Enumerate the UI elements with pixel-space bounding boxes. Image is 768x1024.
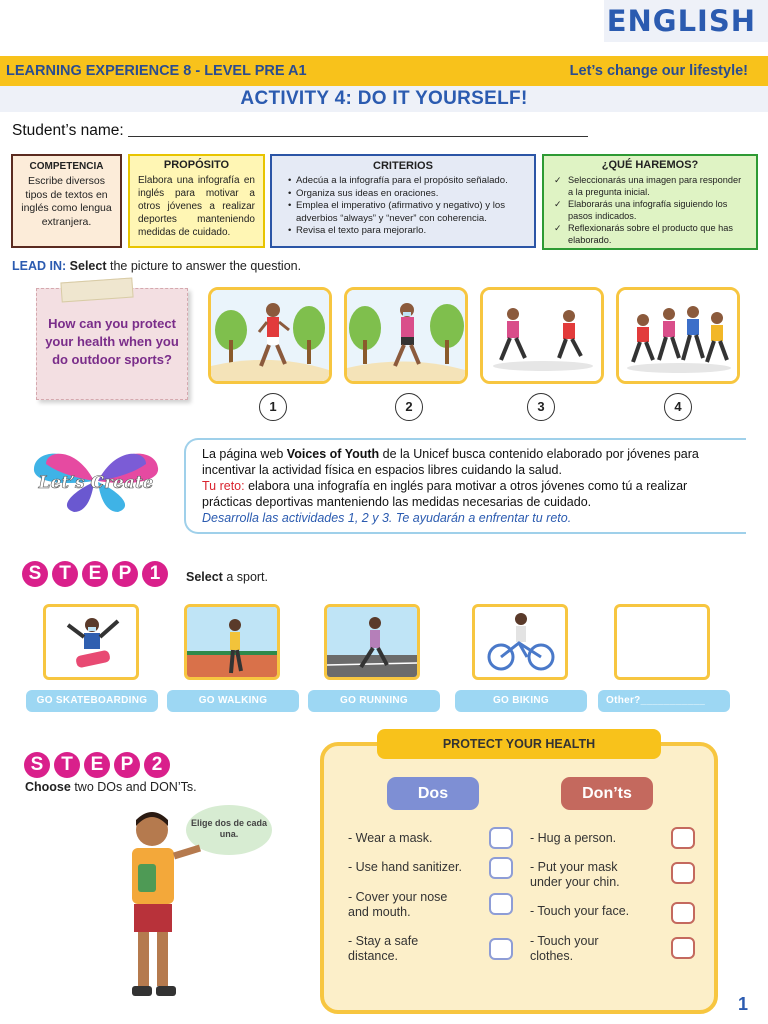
sport-label-running[interactable]: GO RUNNING [308, 690, 440, 712]
picture-number-1: 1 [259, 393, 287, 421]
step-letter: P [114, 752, 140, 778]
tape-decoration [60, 278, 133, 303]
voices-of-youth-panel [184, 438, 746, 534]
activity-title: ACTIVITY 4: DO IT YOURSELF! [240, 88, 528, 109]
step-2-heading [24, 752, 170, 778]
step-letter: E [84, 752, 110, 778]
dont-item: - Put your mask under your chin. [530, 860, 620, 889]
step-letter: T [52, 561, 78, 587]
question-text: How can you protect your health when you do outdoor sports? [45, 316, 179, 367]
voices-text [202, 446, 732, 526]
que-haremos-item: ✓ Reflexionarás sobre el producto que has elaborado. [552, 222, 748, 246]
dont-item: - Hug a person. [530, 831, 617, 845]
dont-item: - Touch your clothes. [530, 934, 599, 963]
dos-badge: Dos [387, 777, 479, 810]
voices-site: Voices of Youth [286, 447, 380, 461]
criterios-box [270, 154, 536, 248]
sport-image-biking[interactable] [472, 604, 568, 680]
criterio-item: • Emplea el imperativo (afirmativo y negativo) y los adverbios “always” y “never” con coherencia. [288, 200, 526, 225]
voices-desc: de la Unicef busca contenido elaborado por jóvenes para incentivar la actividad física en espacios libres cuidando la salud. [202, 447, 699, 477]
lead-in-verb: Select [69, 259, 107, 273]
dont-checkbox[interactable] [671, 862, 695, 884]
instructions-text: Desarrolla las actividades 1, 2 y 3. Te ayudarán a enfrentar tu reto. [202, 511, 572, 525]
english-label: ENGLISH [606, 4, 756, 38]
competencia-title: COMPETENCIA [29, 161, 104, 172]
step-letter: 1 [142, 561, 168, 587]
voices-intro: La página web [202, 447, 287, 461]
sport-image-running[interactable] [324, 604, 420, 680]
do-item: - Cover your nose and mouth. [348, 890, 448, 919]
do-item: - Use hand sanitizer. [348, 860, 462, 874]
que-haremos-item: ✓ Seleccionarás una imagen para responder a la pregunta inicial. [552, 174, 748, 198]
lead-in [12, 259, 301, 273]
question-note [36, 288, 188, 400]
step-letter: 2 [144, 752, 170, 778]
do-checkbox[interactable] [489, 893, 513, 915]
step-letter: S [24, 752, 50, 778]
proposito-title: PROPÓSITO [163, 159, 230, 171]
do-checkbox[interactable] [489, 827, 513, 849]
picture-4-group-runners[interactable] [616, 287, 740, 384]
do-item: - Stay a safe distance. [348, 934, 419, 963]
sport-label-biking[interactable]: GO BIKING [455, 690, 587, 712]
lead-in-text: the picture to answer the question. [109, 259, 302, 273]
criterios-title: CRITERIOS [373, 160, 433, 172]
que-haremos-title: ¿QUÉ HAREMOS? [601, 159, 699, 171]
reto-label: Tu reto: [202, 479, 245, 493]
step-2-text: two DOs and DON’Ts. [70, 780, 197, 794]
student-name-field[interactable] [128, 136, 588, 137]
step-letter: E [82, 561, 108, 587]
competencia-text: Escribe diversos tipos de textos en inglés como lengua extranjera. [21, 175, 112, 228]
experience-bar [0, 56, 768, 86]
picture-number-3: 3 [527, 393, 555, 421]
picture-1-runner-park[interactable] [208, 287, 332, 384]
reto-text: elabora una infografía en inglés para motivar a otros jóvenes como tú a realizar prácticas deportivas manteniendo las medidas necesarias de cuidado. [202, 479, 688, 509]
do-checkbox[interactable] [489, 938, 513, 960]
step-1-text: a sport. [222, 570, 269, 584]
slogan: Let’s change our lifestyle! [569, 63, 748, 79]
experience-title: LEARNING EXPERIENCE 8 - LEVEL PRE A1 [6, 63, 307, 79]
picture-number-2: 2 [395, 393, 423, 421]
criterio-item: • Adecúa a la infografía para el propósito señalado. [288, 175, 526, 188]
lets-create-logo [16, 446, 176, 516]
page-number: 1 [737, 994, 748, 1014]
picture-2-masked-runner-park[interactable] [344, 287, 468, 384]
dont-checkbox[interactable] [671, 937, 695, 959]
lets-create-text: Let’s Create [38, 473, 154, 493]
english-banner [604, 0, 768, 42]
dont-checkbox[interactable] [671, 902, 695, 924]
step-2-verb: Choose [25, 780, 71, 794]
dont-item: - Touch your face. [530, 904, 630, 918]
step-letter: T [54, 752, 80, 778]
activity-strip [0, 86, 768, 112]
criterio-item: • Organiza sus ideas en oraciones. [288, 188, 526, 201]
sport-image-walking[interactable] [184, 604, 280, 680]
donts-badge: Don’ts [561, 777, 653, 810]
que-haremos-box [542, 154, 758, 250]
step-2-instruction [25, 780, 197, 794]
sport-label-other[interactable]: Other?___________ [598, 690, 730, 712]
competencia-box [11, 154, 122, 248]
step-letter: P [112, 561, 138, 587]
do-item: - Wear a mask. [348, 831, 433, 845]
sport-image-other-empty[interactable] [614, 604, 710, 680]
student-name-row [12, 122, 588, 140]
do-checkbox[interactable] [489, 857, 513, 879]
que-haremos-item: ✓ Elaborarás una infografía siguiendo los pasos indicados. [552, 198, 748, 222]
sport-image-skateboarding[interactable] [43, 604, 139, 680]
sport-label-skateboarding[interactable]: GO SKATEBOARDING [26, 690, 158, 712]
proposito-box [128, 154, 265, 248]
speech-bubble-text: Elige dos de cada una. [190, 818, 268, 839]
picture-number-4: 4 [664, 393, 692, 421]
boy-illustration [104, 808, 214, 1018]
sport-label-walking[interactable]: GO WALKING [167, 690, 299, 712]
step-1-instruction [186, 570, 268, 584]
dont-checkbox[interactable] [671, 827, 695, 849]
step-1-heading [22, 561, 168, 587]
protect-health-title: PROTECT YOUR HEALTH [377, 729, 661, 759]
step-1-verb: Select [186, 570, 223, 584]
protect-health-panel [320, 742, 718, 1014]
step-letter: S [22, 561, 48, 587]
proposito-text: Elabora una infografía en inglés para motivar a otros jóvenes a realizar deportes manteniendo medidas de cuidado. [138, 175, 255, 238]
lead-in-label: LEAD IN: [12, 259, 67, 273]
student-name-label: Student’s name: [12, 122, 124, 139]
picture-3-two-runners[interactable] [480, 287, 604, 384]
criterio-item: • Revisa el texto para mejorarlo. [288, 225, 526, 238]
